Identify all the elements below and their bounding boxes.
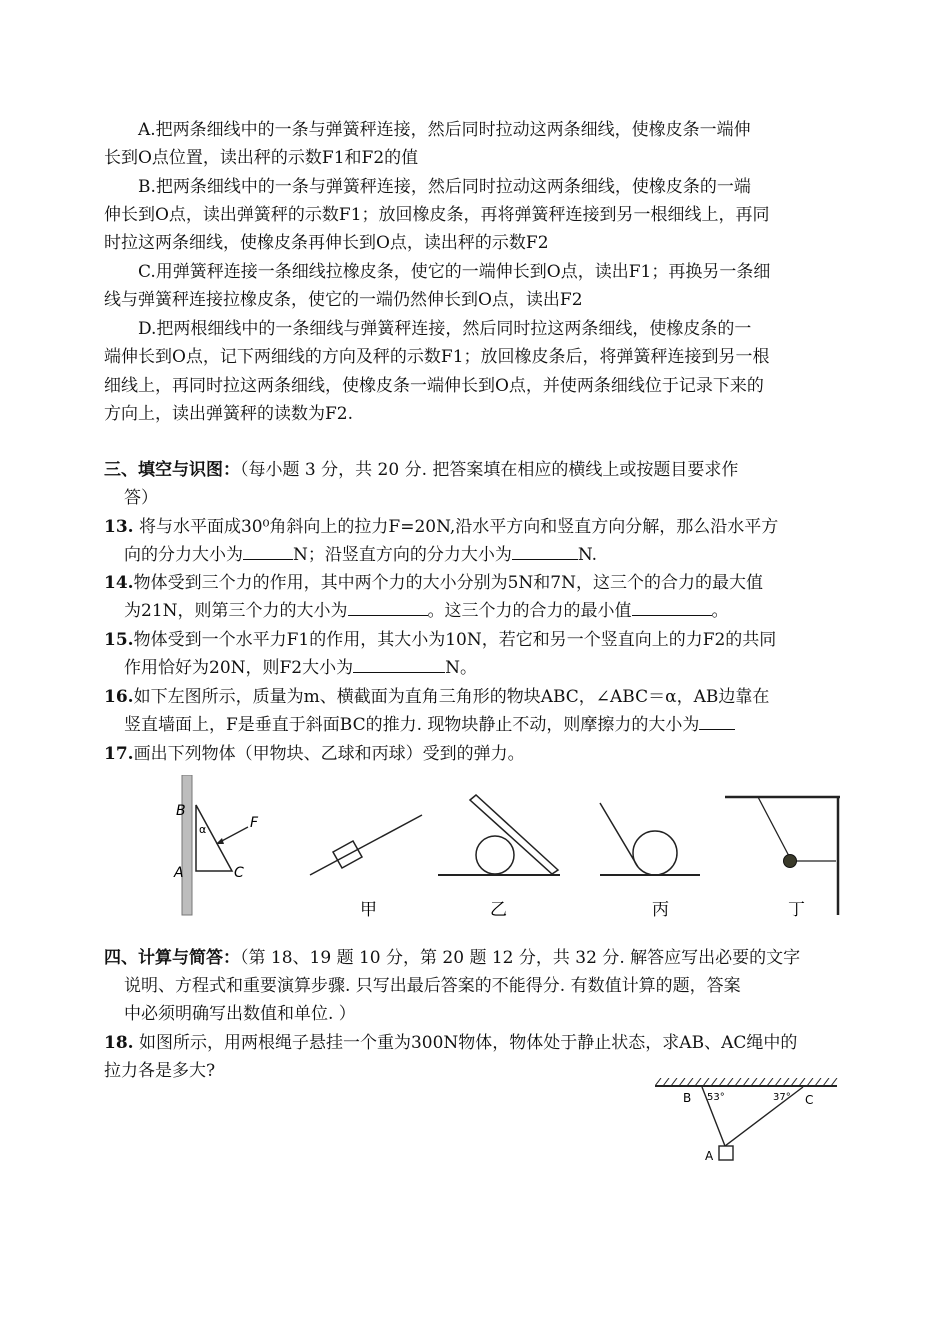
question-14-text: 物体受到三个力的作用，其中两个力的大小分别为5N和7N，这三个的合力的最大值	[133, 573, 763, 593]
question-15-line-1	[104, 628, 776, 652]
question-14-text-b: 。这三个力的合力的最小值	[427, 601, 632, 621]
section-3-note-cont: 答）	[124, 488, 158, 508]
question-15-text: 物体受到一个水平力F1的作用，其大小为10N，若它和另一个竖直向上的力F2的共同	[133, 630, 777, 650]
label-18-a: A	[705, 1149, 714, 1163]
question-13-text-b: N；沿竖直方向的分力大小为	[293, 545, 512, 565]
label-yi: 乙	[490, 900, 507, 920]
figure-yi	[438, 795, 560, 920]
question-15-text-b: N。	[445, 658, 477, 678]
question-13-text-a: 向的分力大小为	[124, 545, 243, 565]
section-4-note: （第 18、19 题 10 分，第 20 题 12 分，共 32 分. 解答应写出必要的文字	[240, 948, 801, 968]
figures-row	[160, 775, 860, 925]
answer-blank-13b[interactable]	[512, 543, 578, 560]
question-18-number: 18.	[104, 1033, 134, 1053]
section-4-header	[104, 946, 800, 970]
option-d-line-2: 端伸长到O点，记下两细线的方向及秤的示数F1；放回橡皮条后，将弹簧秤连接到另一根	[104, 347, 770, 367]
label-18-angle-b: 53°	[707, 1092, 725, 1103]
hanging-weight	[719, 1146, 733, 1160]
figure-18-ropes	[655, 1078, 845, 1170]
answer-blank-15[interactable]	[353, 656, 445, 673]
option-b-line-2: 伸长到O点，读出弹簧秤的示数F1；放回橡皮条，再将弹簧秤连接到另一根细线上，再同	[104, 205, 770, 225]
label-alpha: α	[199, 823, 207, 836]
option-a-line-2: 长到O点位置，读出秤的示数F1和F2的值	[104, 148, 419, 168]
section-4-title: 四、计算与简答：	[104, 948, 240, 968]
figure-ding	[725, 797, 840, 920]
label-18-b: B	[683, 1091, 692, 1105]
option-a-line-1: A.把两条细线中的一条与弹簧秤连接，然后同时拉动这两条细线，使橡皮条一端伸	[138, 120, 751, 140]
label-ding: 丁	[788, 900, 805, 920]
question-18-line-1	[104, 1031, 797, 1055]
label-18-angle-c: 37°	[773, 1092, 791, 1103]
label-b: B	[176, 803, 186, 819]
question-16-line-1	[104, 685, 769, 709]
question-14-text-a: 为21N，则第三个力的大小为	[124, 601, 348, 621]
option-b-line-1: B.把两条细线中的一条与弹簧秤连接，然后同时拉动这两条细线，使橡皮条的一端	[138, 177, 751, 197]
question-17-text: 画出下列物体（甲物块、乙球和丙球）受到的弹力。	[133, 744, 525, 764]
section-3-note: （每小题 3 分，共 20 分. 把答案填在相应的横线上或按题目要求作	[240, 460, 739, 480]
question-13-line-1	[104, 515, 778, 539]
answer-blank-16[interactable]	[699, 713, 735, 730]
question-15-text-a: 作用恰好为20N，则F2大小为	[124, 658, 354, 678]
question-13-line-2	[124, 543, 597, 567]
figure-jia	[310, 815, 422, 920]
wall-triangle-figure	[173, 775, 259, 915]
question-14-line-1	[104, 571, 763, 595]
answer-blank-13a[interactable]	[243, 543, 293, 560]
option-b-line-3: 时拉这两条细线，使橡皮条再伸长到O点，读出秤的示数F2	[104, 233, 549, 253]
section-3-title: 三、填空与识图：	[104, 460, 240, 480]
question-15-number: 15.	[104, 630, 134, 650]
question-13-text: 将与水平面成30⁰角斜向上的拉力F=20N,沿水平方向和竖直方向分解，那么沿水平方	[138, 517, 779, 537]
option-d-line-1: D.把两根细线中的一条细线与弹簧秤连接，然后同时拉这两条细线，使橡皮条的一	[138, 319, 752, 339]
label-a: A	[174, 865, 184, 881]
option-c-line-2: 线与弹簧秤连接拉橡皮条，使它的一端仍然伸长到O点，读出F2	[104, 290, 583, 310]
question-18-line-2: 拉力各是多大?	[104, 1061, 216, 1081]
section-4-note-2: 说明、方程式和重要演算步骤. 只写出最后答案的不能得分. 有数值计算的题，答案	[124, 976, 741, 996]
question-18-text: 如图所示，用两根绳子悬挂一个重为300N物体，物体处于静止状态，求AB、AC绳中的	[138, 1033, 798, 1053]
label-f: F	[250, 815, 259, 831]
question-14-line-2	[124, 599, 729, 623]
answer-blank-14a[interactable]	[348, 599, 428, 616]
question-17-line-1	[104, 742, 525, 766]
section-3-header	[104, 458, 738, 482]
question-15-line-2	[124, 656, 477, 680]
question-16-text: 如下左图所示，质量为m、横截面为直角三角形的物块ABC，∠ABC＝α，AB边靠在	[133, 687, 770, 707]
figure-bing	[600, 803, 700, 920]
question-16-line-2	[124, 713, 735, 737]
label-jia: 甲	[360, 900, 377, 920]
question-13-text-c: N.	[577, 545, 598, 565]
question-14-text-c: 。	[711, 601, 729, 621]
label-c: C	[234, 865, 244, 881]
question-17-number: 17.	[104, 744, 134, 764]
option-c-line-1: C.用弹簧秤连接一条细线拉橡皮条，使它的一端伸长到O点，读出F1；再换另一条细	[138, 262, 771, 282]
question-16-text-2: 竖直墙面上，F是垂直于斜面BC的推力. 现物块静止不动，则摩擦力的大小为	[124, 715, 700, 735]
answer-blank-14b[interactable]	[632, 599, 712, 616]
question-14-number: 14.	[104, 573, 134, 593]
option-d-line-3: 细线上，再同时拉这两条细线，使橡皮条一端伸长到O点，并使两条细线位于记录下来的	[104, 376, 764, 396]
question-13-number: 13.	[104, 517, 134, 537]
section-4-note-3: 中必须明确写出数值和单位. ）	[124, 1004, 356, 1024]
question-16-number: 16.	[104, 687, 134, 707]
label-bing: 丙	[652, 900, 669, 920]
option-d-line-4: 方向上，读出弹簧秤的读数为F2.	[104, 404, 354, 424]
label-18-c: C	[805, 1093, 814, 1107]
